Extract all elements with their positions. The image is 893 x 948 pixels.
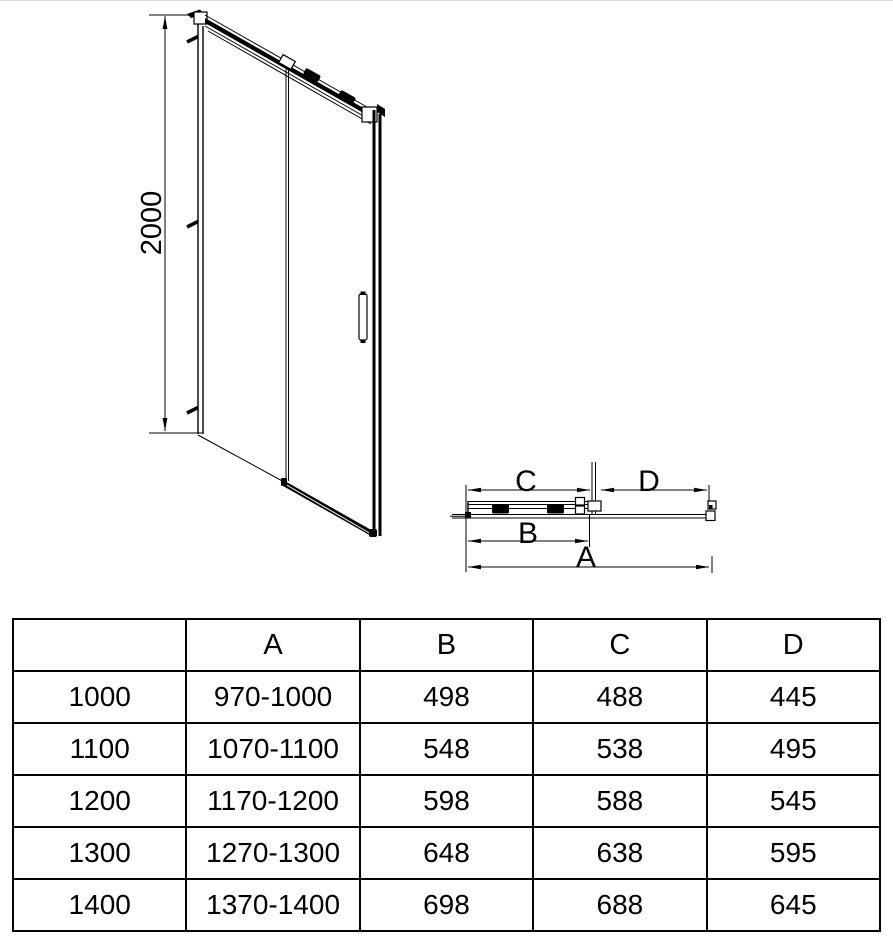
table-cell: 1170-1200 xyxy=(186,775,359,827)
table-cell: 598 xyxy=(360,775,533,827)
top-rail xyxy=(205,15,374,124)
size-cell: 1000 xyxy=(13,671,186,723)
size-cell: 1400 xyxy=(13,879,186,931)
table-row xyxy=(13,827,880,879)
left-wall-profile xyxy=(187,10,207,435)
table-cell: 688 xyxy=(533,879,706,931)
size-cell: 1300 xyxy=(13,827,186,879)
table-cell: 970-1000 xyxy=(186,671,359,723)
table-row xyxy=(13,879,880,931)
size-cell: 1200 xyxy=(13,775,186,827)
table-cell: 488 xyxy=(533,671,706,723)
column-header-d: D xyxy=(707,619,880,671)
panel-divider xyxy=(286,67,289,481)
table-cell: 1370-1400 xyxy=(186,879,359,931)
roller-top-view xyxy=(547,505,564,514)
table-cell: 495 xyxy=(707,723,880,775)
dimensions-table xyxy=(12,618,881,932)
table-cell: 588 xyxy=(533,775,706,827)
size-cell: 1100 xyxy=(13,723,186,775)
roller-top-view xyxy=(492,505,509,514)
table-cell: 638 xyxy=(533,827,706,879)
roller-carriage xyxy=(279,55,356,105)
table-cell: 1270-1300 xyxy=(186,827,359,879)
plan-dim-d-label: D xyxy=(638,465,660,498)
table-cell: 645 xyxy=(707,879,880,931)
height-dimension-label: 2000 xyxy=(136,190,168,256)
plan-dim-b-label: B xyxy=(517,517,538,550)
table-cell: 445 xyxy=(707,671,880,723)
table-cell: 648 xyxy=(360,827,533,879)
door-handle xyxy=(359,292,367,344)
table-cell: 545 xyxy=(707,775,880,827)
table-cell: 498 xyxy=(360,671,533,723)
table-row xyxy=(13,671,880,723)
table-cell: 595 xyxy=(707,827,880,879)
technical-drawing xyxy=(0,1,893,601)
table-cell: 548 xyxy=(360,723,533,775)
table-header-row xyxy=(13,619,880,671)
table-cell: 538 xyxy=(533,723,706,775)
column-header-b: B xyxy=(360,619,533,671)
table-cell: 1070-1100 xyxy=(186,723,359,775)
table-row xyxy=(13,775,880,827)
column-header-c: C xyxy=(533,619,706,671)
plan-dim-c-label: C xyxy=(515,465,537,498)
plan-dim-a-label: A xyxy=(575,541,596,574)
front-view xyxy=(149,10,385,538)
bottom-rail xyxy=(281,478,377,537)
wall-bracket xyxy=(708,501,716,509)
column-header-a: A xyxy=(186,619,359,671)
table-row xyxy=(13,723,880,775)
glass-bottom-edge xyxy=(198,435,286,483)
right-door-profile xyxy=(374,110,380,536)
table-cell: 698 xyxy=(360,879,533,931)
column-header-size xyxy=(13,619,186,671)
